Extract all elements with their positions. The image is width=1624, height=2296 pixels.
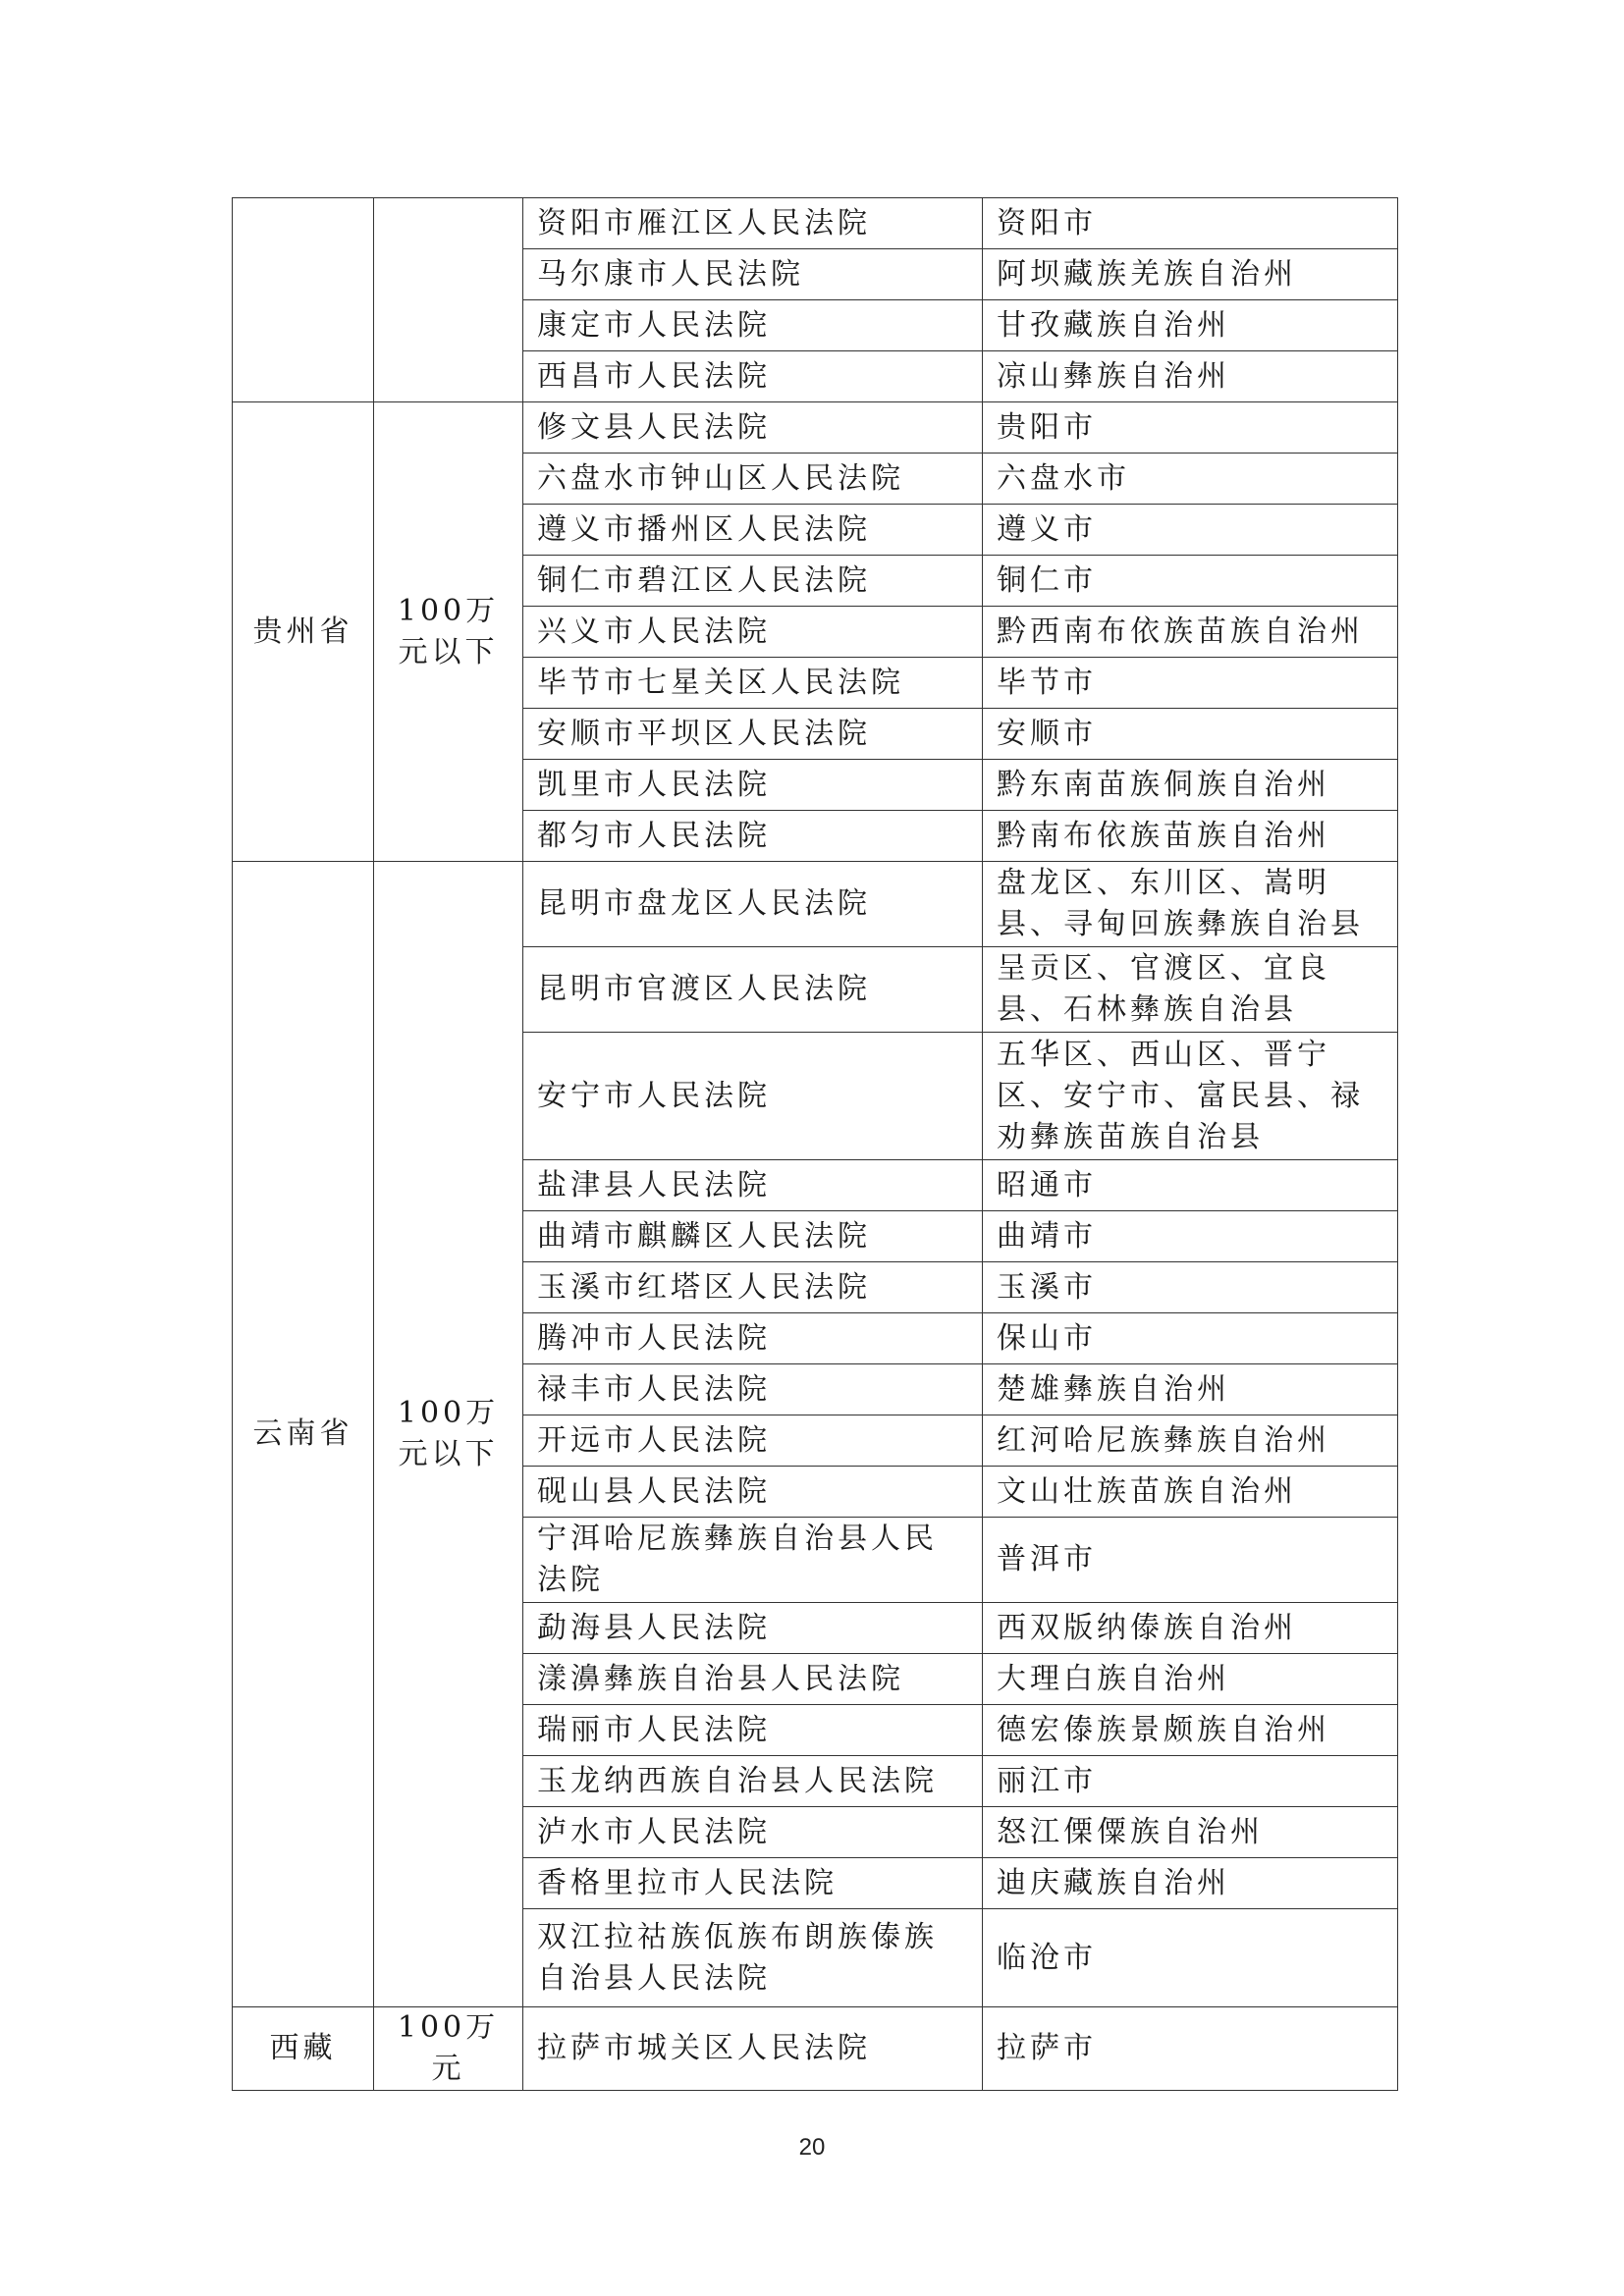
court-cell: 漾濞彝族自治县人民法院 — [523, 1654, 983, 1705]
region-cell: 阿坝藏族羌族自治州 — [983, 249, 1398, 300]
province-cell: 云南省 — [233, 862, 374, 2007]
region-cell: 红河哈尼族彝族自治州 — [983, 1415, 1398, 1467]
court-cell: 都匀市人民法院 — [523, 811, 983, 862]
amount-cell: 100万元以下 — [374, 862, 523, 2007]
table-row — [233, 862, 1398, 947]
court-cell: 昆明市官渡区人民法院 — [523, 947, 983, 1033]
court-cell: 康定市人民法院 — [523, 300, 983, 351]
court-cell: 盐津县人民法院 — [523, 1160, 983, 1211]
court-cell: 泸水市人民法院 — [523, 1807, 983, 1858]
region-cell: 西双版纳傣族自治州 — [983, 1603, 1398, 1654]
court-cell: 修文县人民法院 — [523, 402, 983, 454]
region-cell: 大理白族自治州 — [983, 1654, 1398, 1705]
court-cell: 玉溪市红塔区人民法院 — [523, 1262, 983, 1313]
court-cell: 禄丰市人民法院 — [523, 1364, 983, 1415]
region-cell: 丽江市 — [983, 1756, 1398, 1807]
court-cell: 双江拉祜族佤族布朗族傣族自治县人民法院 — [523, 1909, 983, 2007]
court-cell: 瑞丽市人民法院 — [523, 1705, 983, 1756]
region-cell: 德宏傣族景颇族自治州 — [983, 1705, 1398, 1756]
province-cell: 贵州省 — [233, 402, 374, 862]
court-cell: 铜仁市碧江区人民法院 — [523, 556, 983, 607]
region-cell: 五华区、西山区、晋宁区、安宁市、富民县、禄劝彝族苗族自治县 — [983, 1033, 1398, 1160]
amount-cell: 100万元 — [374, 2007, 523, 2091]
table-row — [233, 198, 1398, 249]
region-cell: 怒江傈僳族自治州 — [983, 1807, 1398, 1858]
amount-cell: 100万元以下 — [374, 402, 523, 862]
region-cell: 楚雄彝族自治州 — [983, 1364, 1398, 1415]
court-cell: 六盘水市钟山区人民法院 — [523, 454, 983, 505]
province-cell: 西藏 — [233, 2007, 374, 2091]
court-cell: 遵义市播州区人民法院 — [523, 505, 983, 556]
region-cell: 临沧市 — [983, 1909, 1398, 2007]
region-cell: 资阳市 — [983, 198, 1398, 249]
region-cell: 曲靖市 — [983, 1211, 1398, 1262]
court-cell: 拉萨市城关区人民法院 — [523, 2007, 983, 2091]
region-cell: 拉萨市 — [983, 2007, 1398, 2091]
province-cell — [233, 198, 374, 402]
region-cell: 普洱市 — [983, 1518, 1398, 1603]
region-cell: 昭通市 — [983, 1160, 1398, 1211]
court-cell: 毕节市七星关区人民法院 — [523, 658, 983, 709]
court-cell: 兴义市人民法院 — [523, 607, 983, 658]
region-cell: 文山壮族苗族自治州 — [983, 1467, 1398, 1518]
region-cell: 黔东南苗族侗族自治州 — [983, 760, 1398, 811]
court-cell: 香格里拉市人民法院 — [523, 1858, 983, 1909]
region-cell: 遵义市 — [983, 505, 1398, 556]
court-cell: 安顺市平坝区人民法院 — [523, 709, 983, 760]
table-row — [233, 2007, 1398, 2091]
court-cell: 曲靖市麒麟区人民法院 — [523, 1211, 983, 1262]
region-cell: 安顺市 — [983, 709, 1398, 760]
region-cell: 甘孜藏族自治州 — [983, 300, 1398, 351]
region-cell: 凉山彝族自治州 — [983, 351, 1398, 402]
court-cell: 昆明市盘龙区人民法院 — [523, 862, 983, 947]
region-cell: 黔西南布依族苗族自治州 — [983, 607, 1398, 658]
region-cell: 毕节市 — [983, 658, 1398, 709]
court-cell: 资阳市雁江区人民法院 — [523, 198, 983, 249]
court-jurisdiction-table — [232, 197, 1398, 2091]
court-cell: 开远市人民法院 — [523, 1415, 983, 1467]
court-cell: 砚山县人民法院 — [523, 1467, 983, 1518]
court-cell: 马尔康市人民法院 — [523, 249, 983, 300]
court-cell: 宁洱哈尼族彝族自治县人民法院 — [523, 1518, 983, 1603]
region-cell: 玉溪市 — [983, 1262, 1398, 1313]
region-cell: 迪庆藏族自治州 — [983, 1858, 1398, 1909]
court-cell: 腾冲市人民法院 — [523, 1313, 983, 1364]
region-cell: 呈贡区、官渡区、宜良县、石林彝族自治县 — [983, 947, 1398, 1033]
court-cell: 凯里市人民法院 — [523, 760, 983, 811]
court-cell: 玉龙纳西族自治县人民法院 — [523, 1756, 983, 1807]
court-cell: 安宁市人民法院 — [523, 1033, 983, 1160]
page-number: 20 — [798, 2134, 826, 2161]
region-cell: 盘龙区、东川区、嵩明县、寻甸回族彝族自治县 — [983, 862, 1398, 947]
region-cell: 贵阳市 — [983, 402, 1398, 454]
region-cell: 保山市 — [983, 1313, 1398, 1364]
region-cell: 六盘水市 — [983, 454, 1398, 505]
court-cell: 勐海县人民法院 — [523, 1603, 983, 1654]
region-cell: 黔南布依族苗族自治州 — [983, 811, 1398, 862]
table-row — [233, 402, 1398, 454]
court-cell: 西昌市人民法院 — [523, 351, 983, 402]
region-cell: 铜仁市 — [983, 556, 1398, 607]
amount-cell — [374, 198, 523, 402]
